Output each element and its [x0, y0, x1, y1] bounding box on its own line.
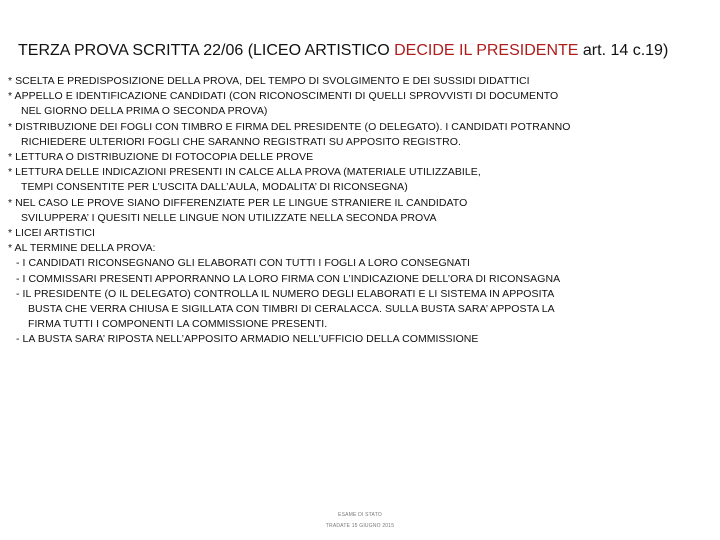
slide-title — [18, 40, 714, 62]
body-line: SVILUPPERA’ I QUESITI NELLE LINGUE NON UTILIZZATE NELLA SECONDA PROVA — [21, 211, 437, 224]
body-line: BUSTA CHE VERRA CHIUSA E SIGILLATA CON TIMBRI DI CERALACCA. SULLA BUSTA SARA’ APPOSTA LA — [28, 303, 555, 316]
body-line: * SCELTA E PREDISPOSIZIONE DELLA PROVA, DEL TEMPO DI SVOLGIMENTO E DEI SUSSIDI DIDATTICI — [8, 75, 530, 87]
body-line: RICHIEDERE ULTERIORI FOGLI CHE SARANNO REGISTRATI SU APPOSITO REGISTRO. — [21, 135, 461, 148]
body-line: * LETTURA DELLE INDICAZIONI PRESENTI IN CALCE ALLA PROVA (MATERIALE UTILIZZABILE, — [8, 166, 481, 179]
body-line: * LETTURA O DISTRIBUZIONE DI FOTOCOPIA DELLE PROVE — [8, 151, 314, 164]
title-accent-text: DECIDE IL PRESIDENTE — [394, 42, 579, 59]
body-line: - IL PRESIDENTE (O IL DELEGATO) CONTROLLA IL NUMERO DEGLI ELABORATI E LI SISTEMA IN APPOSITA — [16, 287, 555, 300]
body-line: - I CANDIDATI RICONSEGNANO GLI ELABORATI CON TUTTI I FOGLI A LORO CONSEGNATI — [16, 257, 471, 270]
footer-date-label: TRADATE 15 GIUGNO 2015 — [325, 523, 395, 529]
title-article-text: art. 14 c.19) — [578, 42, 669, 59]
body-line: - LA BUSTA SARA’ RIPOSTA NELL’APPOSITO ARMADIO NELL’UFFICIO DELLA COMMISSIONE — [16, 333, 479, 346]
body-line: * DISTRIBUZIONE DEI FOGLI CON TIMBRO E FIRMA DEL PRESIDENTE (O DELEGATO). I CANDIDATI POTRANNO — [8, 120, 571, 133]
footer-exam-label: ESAME DI STATO — [338, 512, 382, 518]
body-line: NEL GIORNO DELLA PRIMA O SECONDA PROVA) — [21, 105, 268, 118]
body-line: FIRMA TUTTI I COMPONENTI LA COMMISSIONE PRESENTI. — [28, 318, 328, 331]
body-line: * AL TERMINE DELLA PROVA: — [8, 242, 156, 255]
body-line: * LICEI ARTISTICI — [8, 227, 96, 240]
body-line: - I COMMISSARI PRESENTI APPORRANNO LA LORO FIRMA CON L’INDICAZIONE DELL’ORA DI RICONSAGNA — [16, 272, 561, 285]
title-text: TERZA PROVA SCRITTA 22/06 (LICEO ARTISTICO — [18, 42, 395, 59]
body-line: TEMPI CONSENTITE PER L’USCITA DALL’AULA, MODALITA’ DI RICONSEGNA) — [21, 181, 408, 194]
body-line: * NEL CASO LE PROVE SIANO DIFFERENZIATE PER LE LINGUE STRANIERE IL CANDIDATO — [8, 196, 468, 209]
body-line: * APPELLO E IDENTIFICAZIONE CANDIDATI (CON RICONOSCIMENTI DI QUELLI SPROVVISTI DI DOCUMENTO — [8, 90, 559, 103]
slide-body — [8, 74, 708, 348]
